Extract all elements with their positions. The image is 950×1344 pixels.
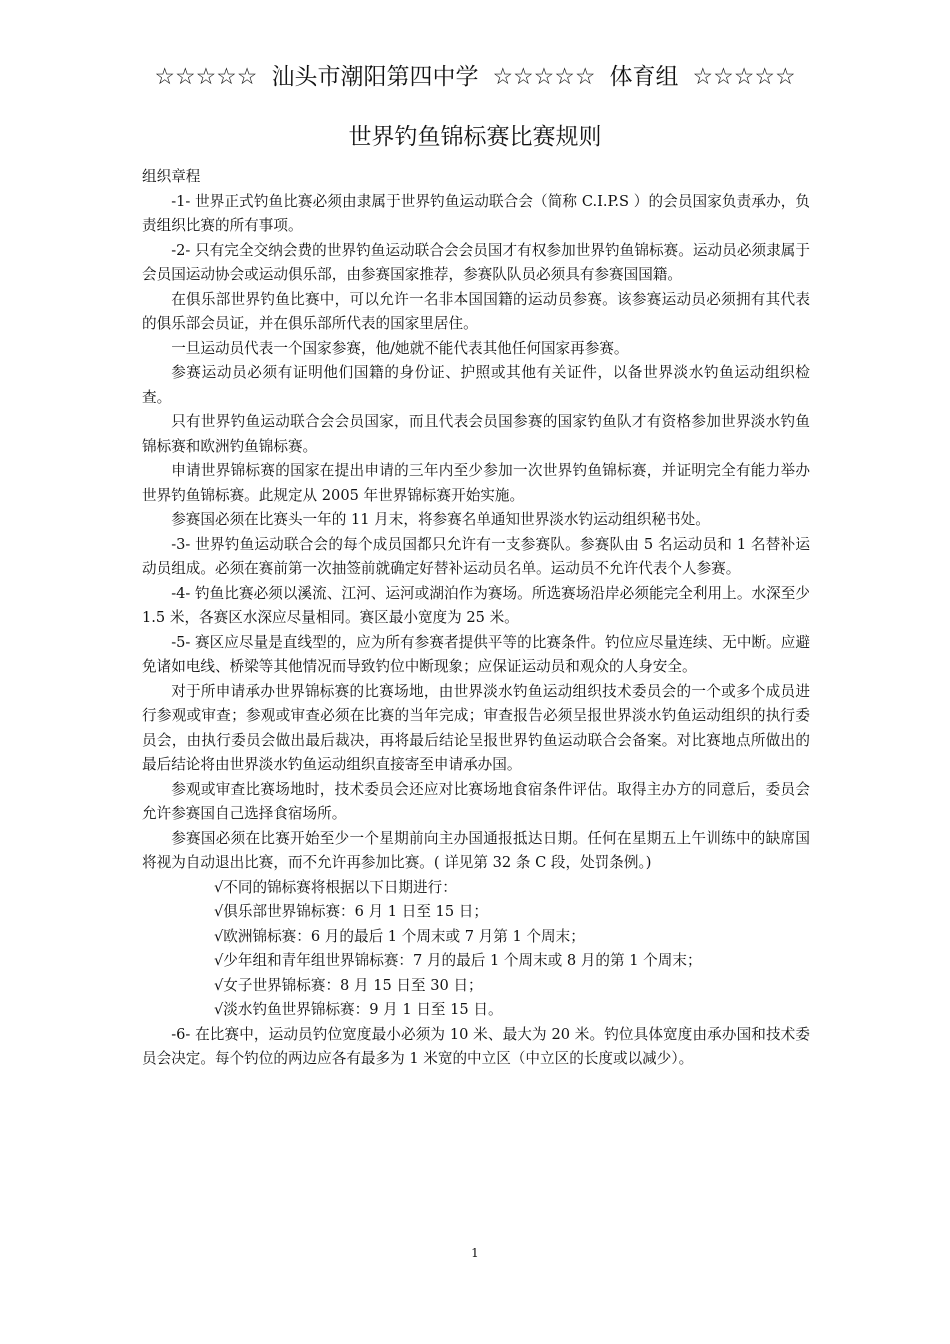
section-label: 组织章程 — [142, 168, 201, 185]
paragraph-venue-inspection: 对于所申请承办世界锦标赛的比赛场地，由世界淡水钓鱼运动组织技术委员会的一个或多个成员进行参观或审查；参观或审查必须在比赛的当年完成；审查报告必须呈报世界淡水钓鱼运动组织的执行委员会，由执行委员会做出最后裁决，再将最后结论呈报世界钓鱼运动联合会备案。对比赛地点所做出的最后结论将由世界淡水钓鱼运动组织直接寄至申请承办国。 — [142, 682, 810, 773]
header-stars-middle: ☆☆☆☆☆ — [492, 64, 596, 90]
paragraph-arrival-notice: 参赛国必须在比赛开始至少一个星期前向主办国通报抵达日期。任何在星期五上午训练中的缺席国将视为自动退出比赛，而不允许再参加比赛。( 详见第 32 条 C 段，处罚条例。) — [142, 829, 810, 871]
date-item-club: √俱乐部世界锦标赛：6 月 1 日至 15 日； — [214, 903, 488, 920]
header-school-name: 汕头市潮阳第四中学 — [271, 64, 479, 90]
page-header — [0, 60, 950, 94]
paragraph-rule-4: -4- 钓鱼比赛必须以溪流、江河、运河或湖泊作为赛场。所选赛场沿岸必须能完全利用上。水深至少 1.5 米，各赛区水深应尽量相同。赛区最小宽度为 25 米。 — [142, 584, 810, 626]
header-stars-left: ☆☆☆☆☆ — [154, 64, 258, 90]
date-item-freshwater: √淡水钓鱼世界锦标赛：9 月 1 日至 15 日。 — [214, 1001, 503, 1018]
date-item-women: √女子世界锦标赛：8 月 15 日至 30 日； — [214, 976, 483, 994]
paragraph-roster-deadline: 参赛国必须在比赛头一年的 11 月末，将参赛名单通知世界淡水钓运动组织秘书处。 — [171, 511, 710, 528]
paragraph-rule-3: -3- 世界钓鱼运动联合会的每个成员国都只允许有一支参赛队。参赛队由 5 名运动员和 1 名替补运动员组成。必须在赛前第一次抽签前就确定好替补运动员名单。运动员不允许代表个人参赛。 — [142, 535, 810, 577]
paragraph-one-country: 一旦运动员代表一个国家参赛，他/她就不能代表其他任何国家再参赛。 — [171, 339, 629, 357]
header-group-name: 体育组 — [609, 64, 679, 90]
page-number: 1 — [471, 1246, 479, 1260]
document-body — [142, 165, 810, 1072]
date-item-youth: √少年组和青年组世界锦标赛：7 月的最后 1 个周末或 8 月的第 1 个周末； — [214, 952, 702, 969]
document-title: 世界钓鱼锦标赛比赛规则 — [348, 124, 602, 150]
date-item-europe: √欧洲锦标赛：6 月的最后 1 个周末或 7 月第 1 个周末； — [214, 927, 585, 945]
paragraph-eligibility: 只有世界钓鱼运动联合会会员国家，而且代表会员国参赛的国家钓鱼队才有资格参加世界淡水钓鱼锦标赛和欧洲钓鱼锦标赛。 — [142, 413, 810, 455]
date-list-intro: √不同的锦标赛将根据以下日期进行： — [214, 878, 457, 896]
paragraph-club-championship: 在俱乐部世界钓鱼比赛中，可以允许一名非本国国籍的运动员参赛。该参赛运动员必须拥有其代表的俱乐部会员证，并在俱乐部所代表的国家里居住。 — [142, 290, 810, 332]
paragraph-rule-1: -1- 世界正式钓鱼比赛必须由隶属于世界钓鱼运动联合会（简称 C.I.P.S ）的会员国家负责承办，负责组织比赛的所有事项。 — [142, 192, 810, 234]
paragraph-id-documents: 参赛运动员必须有证明他们国籍的身份证、护照或其他有关证件，以备世界淡水钓鱼运动组织检查。 — [142, 364, 810, 406]
paragraph-rule-6: -6- 在比赛中，运动员钓位宽度最小必须为 10 米、最大为 20 米。钓位具体宽度由承办国和技术委员会决定。每个钓位的两边应各有最多为 1 米宽的中立区（中立区的长度或以减少）。 — [142, 1025, 810, 1067]
paragraph-host-application: 申请世界锦标赛的国家在提出申请的三年内至少参加一次世界钓鱼锦标赛，并证明完全有能力举办世界钓鱼锦标赛。此规定从 2005 年世界锦标赛开始实施。 — [142, 462, 810, 504]
paragraph-rule-2: -2- 只有完全交纳会费的世界钓鱼运动联合会会员国才有权参加世界钓鱼锦标赛。运动员必须隶属于会员国运动协会或运动俱乐部，由参赛国家推荐，参赛队队员必须具有参赛国国籍。 — [142, 241, 810, 283]
header-stars-right: ☆☆☆☆☆ — [692, 64, 796, 90]
paragraph-rule-5: -5- 赛区应尽量是直线型的，应为所有参赛者提供平等的比赛条件。钓位应尽量连续、无中断。应避免诸如电线、桥梁等其他情况而导致钓位中断现象；应保证运动员和观众的人身安全。 — [142, 633, 810, 675]
paragraph-accommodation: 参观或审查比赛场地时，技术委员会还应对比赛场地食宿条件评估。取得主办方的同意后，委员会允许参赛国自己选择食宿场所。 — [142, 780, 810, 822]
